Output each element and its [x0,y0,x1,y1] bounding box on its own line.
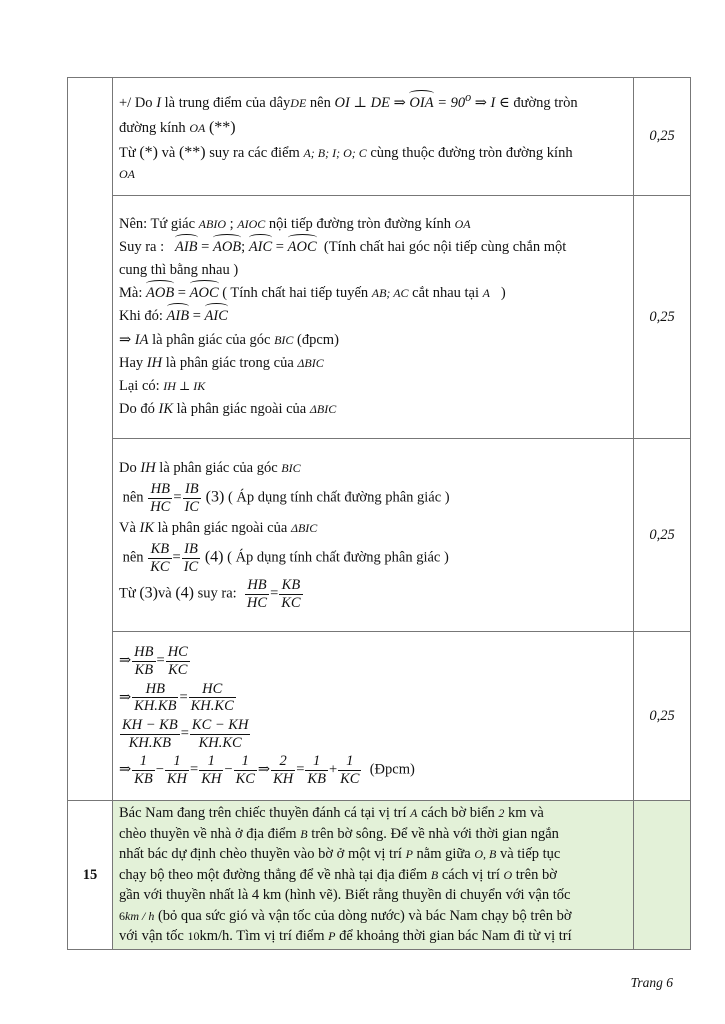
table-row [68,196,691,439]
score-cell: 0,25 [634,439,691,632]
score-cell [634,801,691,950]
step-content: Nên: Tứ giác ABIO ; AIOC nội tiếp đường tròn đường kính OA Suy ra : AIB = AOB; AIC = AOC (Tính chất hai góc nội tiếp cùng chắn một cung thì bằng nhau ) Mà: AOB = AOC ( Tính chất hai tiếp tuyến AB; AC cắt nhau tại A ) Khi đó: AIB = AIC ⇒ IA là phân giác của góc BIC (đpcm) Hay IH là phân giác trong của ΔBIC Lại có: IH ⊥ IK Do đó IK là phân giác ngoài của ΔBIC [113,196,634,439]
step-content: Do IH là phân giác của góc BIC nên $\frac{HB}{HC}$ = $\frac{IB}{IC}$ (3) ( Áp dụng tính chất đường phân giác ) Và IK là phân giác ngoài của ΔBIC nên $\frac{KB}{KC}$ = $\frac{IB}{IC}$ (4) ( Áp dụng tính chất đường phân giác ) Từ (3)và (4) suy ra: $\frac{HB}{HC}$ = $\frac{KB}{KC}$ [113,439,634,632]
score-cell: 0,25 [634,196,691,439]
question-number-cell [68,78,113,801]
question-text: Bác Nam đang trên chiếc thuyền đánh cá tại vị trí A cách bờ biển 2 km và chèo thuyền về nhà ở địa điểm B trên bờ sông. Để về nhà với thời gian ngắn nhất bác dự định chèo thuyền vào bờ ở một vị trí P nằm giữa O, B và tiếp tục chạy bộ theo một đường thẳng để về nhà tại địa điểm B cách vị trí O trên bờ gần với thuyền nhất là 4 km (hình vẽ). Biết rằng thuyền di chuyển với vận tốc 6km / h (bỏ qua sức gió và vận tốc của dòng nước) và bác Nam chạy bộ trên bờ với vận tốc 10km/h. Tìm vị trí điểm P để khoảng thời gian bác Nam đi từ vị trí [113,801,634,950]
step-content: ⇒ $\frac{HB}{KB}$ = $\frac{HC}{KC}$ ⇒ $\frac{HB}{KH.KB}$ = $\frac{HC}{KH.KC}$ $\frac{KH - KB}{KH.KB}$ = $\frac{KC - KH}{KH.KC}$ ⇒ $\frac{1}{KB}$ − $\frac{1}{KH}$ = $\frac{1}{KH}$ − $\frac{1}{KC}$ ⇒ $\frac{2}{KH}$ = $\frac{1}{KB}$ + $\frac{1}{KC}$ (Đpcm) [113,632,634,801]
table-row [68,439,691,632]
step-content: +/ Do I là trung điểm của dâyDE nên OI ⊥ DE ⇒ OIA = $90^o$ ⇒ I ∈ đường tròn đường kính OA (**) Từ (*) và (**) suy ra các điểm A; B; I; O; C cùng thuộc đường tròn đường kính OA [113,78,634,196]
table-row [68,78,691,196]
score-cell: 0,25 [634,78,691,196]
score-cell: 0,25 [634,632,691,801]
solution-table [67,77,691,950]
page-footer: Trang 6 [630,975,673,990]
question-number: 15 [68,801,113,950]
table-row [68,632,691,801]
table-row [68,801,691,950]
